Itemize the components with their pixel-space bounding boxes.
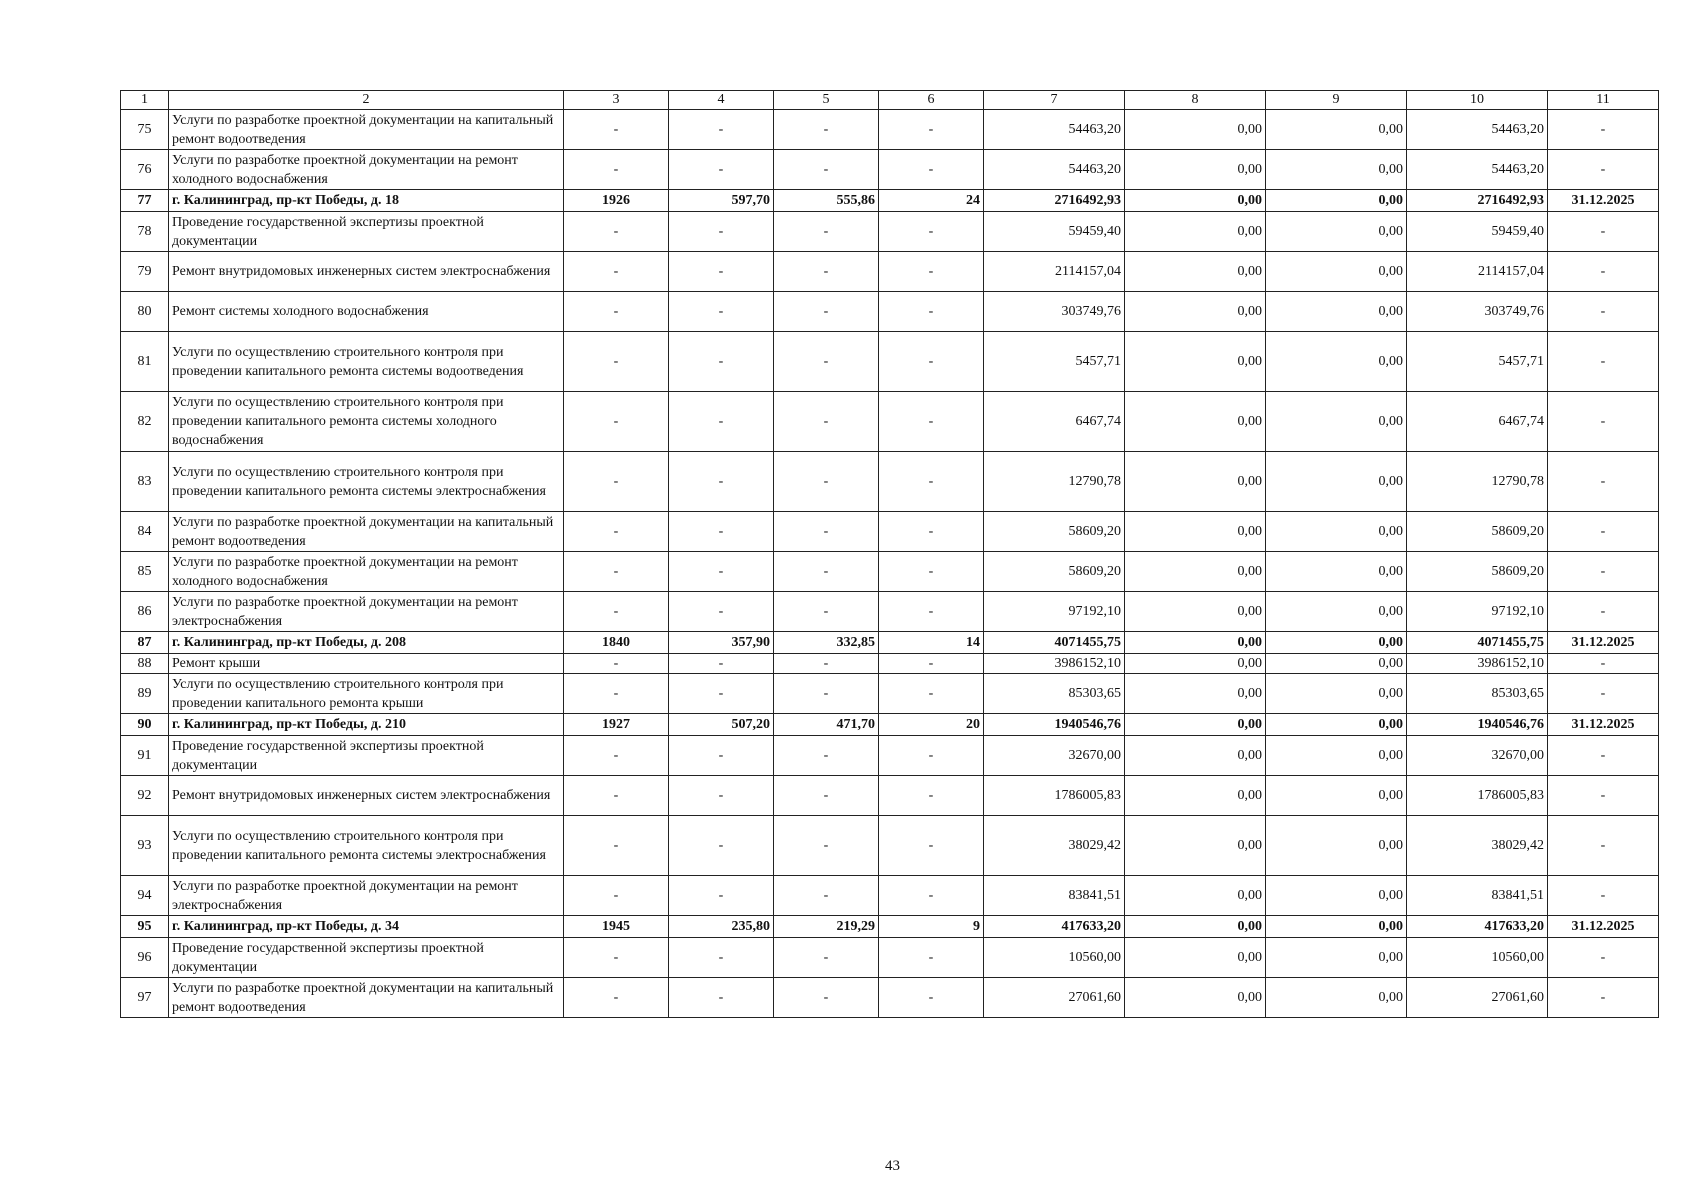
fund-col9-cell: 0,00 bbox=[1266, 252, 1407, 292]
row-number-cell: 93 bbox=[121, 816, 169, 876]
row-number-cell: 92 bbox=[121, 776, 169, 816]
living-area-cell: - bbox=[774, 212, 879, 252]
fund-col9-cell: 0,00 bbox=[1266, 674, 1407, 714]
deadline-cell: - bbox=[1548, 876, 1659, 916]
living-area-cell: - bbox=[774, 938, 879, 978]
total-area-cell: - bbox=[669, 876, 774, 916]
fund-col8-cell: 0,00 bbox=[1125, 816, 1266, 876]
living-area-cell: - bbox=[774, 654, 879, 674]
fund-col8-cell: 0,00 bbox=[1125, 150, 1266, 190]
fund-col8-cell: 0,00 bbox=[1125, 714, 1266, 736]
fund-col8-cell: 0,00 bbox=[1125, 110, 1266, 150]
description-cell: г. Калининград, пр-кт Победы, д. 208 bbox=[169, 632, 564, 654]
regional-fund-cell: 5457,71 bbox=[1407, 332, 1548, 392]
table-row bbox=[121, 592, 1659, 632]
regional-fund-cell: 27061,60 bbox=[1407, 978, 1548, 1018]
fund-col8-cell: 0,00 bbox=[1125, 674, 1266, 714]
row-number-cell: 77 bbox=[121, 190, 169, 212]
residents-count-cell: - bbox=[879, 876, 984, 916]
year-built-cell: - bbox=[564, 452, 669, 512]
description-cell: г. Калининград, пр-кт Победы, д. 18 bbox=[169, 190, 564, 212]
fund-col8-cell: 0,00 bbox=[1125, 632, 1266, 654]
regional-fund-cell: 2114157,04 bbox=[1407, 252, 1548, 292]
deadline-cell: - bbox=[1548, 816, 1659, 876]
col-header: 5 bbox=[774, 91, 879, 110]
description-cell: Услуги по осуществлению строительного контроля при проведении капитального ремонта системы электроснабжения bbox=[169, 452, 564, 512]
residents-count-cell: - bbox=[879, 776, 984, 816]
year-built-cell: 1926 bbox=[564, 190, 669, 212]
deadline-cell: - bbox=[1548, 452, 1659, 512]
description-cell: Проведение государственной экспертизы проектной документации bbox=[169, 736, 564, 776]
row-number-cell: 97 bbox=[121, 978, 169, 1018]
regional-fund-cell: 2716492,93 bbox=[1407, 190, 1548, 212]
fund-col8-cell: 0,00 bbox=[1125, 552, 1266, 592]
total-area-cell: 597,70 bbox=[669, 190, 774, 212]
total-area-cell: 507,20 bbox=[669, 714, 774, 736]
address-row bbox=[121, 632, 1659, 654]
total-cost-cell: 1940546,76 bbox=[984, 714, 1125, 736]
row-number-cell: 91 bbox=[121, 736, 169, 776]
fund-col9-cell: 0,00 bbox=[1266, 776, 1407, 816]
regional-fund-cell: 32670,00 bbox=[1407, 736, 1548, 776]
deadline-cell: - bbox=[1548, 332, 1659, 392]
fund-col9-cell: 0,00 bbox=[1266, 150, 1407, 190]
total-area-cell: - bbox=[669, 150, 774, 190]
residents-count-cell: 20 bbox=[879, 714, 984, 736]
residents-count-cell: - bbox=[879, 110, 984, 150]
residents-count-cell: - bbox=[879, 212, 984, 252]
year-built-cell: - bbox=[564, 978, 669, 1018]
table-row bbox=[121, 150, 1659, 190]
deadline-cell: - bbox=[1548, 978, 1659, 1018]
fund-col8-cell: 0,00 bbox=[1125, 938, 1266, 978]
fund-col8-cell: 0,00 bbox=[1125, 252, 1266, 292]
total-cost-cell: 2114157,04 bbox=[984, 252, 1125, 292]
total-cost-cell: 10560,00 bbox=[984, 938, 1125, 978]
fund-col8-cell: 0,00 bbox=[1125, 776, 1266, 816]
col-header: 3 bbox=[564, 91, 669, 110]
description-cell: Услуги по разработке проектной документации на ремонт электроснабжения bbox=[169, 592, 564, 632]
living-area-cell: 471,70 bbox=[774, 714, 879, 736]
regional-fund-cell: 10560,00 bbox=[1407, 938, 1548, 978]
row-number-cell: 86 bbox=[121, 592, 169, 632]
living-area-cell: - bbox=[774, 876, 879, 916]
col-header: 4 bbox=[669, 91, 774, 110]
total-cost-cell: 59459,40 bbox=[984, 212, 1125, 252]
description-cell: Услуги по разработке проектной документации на капитальный ремонт водоотведения bbox=[169, 512, 564, 552]
regional-fund-cell: 1940546,76 bbox=[1407, 714, 1548, 736]
fund-col8-cell: 0,00 bbox=[1125, 292, 1266, 332]
total-cost-cell: 97192,10 bbox=[984, 592, 1125, 632]
regional-fund-cell: 12790,78 bbox=[1407, 452, 1548, 512]
living-area-cell: 332,85 bbox=[774, 632, 879, 654]
total-cost-cell: 6467,74 bbox=[984, 392, 1125, 452]
total-area-cell: - bbox=[669, 938, 774, 978]
year-built-cell: - bbox=[564, 292, 669, 332]
table-row bbox=[121, 392, 1659, 452]
description-cell: Услуги по разработке проектной документации на ремонт холодного водоснабжения bbox=[169, 552, 564, 592]
living-area-cell: - bbox=[774, 674, 879, 714]
regional-fund-cell: 85303,65 bbox=[1407, 674, 1548, 714]
deadline-cell: - bbox=[1548, 592, 1659, 632]
regional-fund-cell: 4071455,75 bbox=[1407, 632, 1548, 654]
row-number-cell: 89 bbox=[121, 674, 169, 714]
fund-col9-cell: 0,00 bbox=[1266, 654, 1407, 674]
deadline-cell: - bbox=[1548, 552, 1659, 592]
total-cost-cell: 417633,20 bbox=[984, 916, 1125, 938]
residents-count-cell: - bbox=[879, 252, 984, 292]
residents-count-cell: - bbox=[879, 332, 984, 392]
residents-count-cell: - bbox=[879, 292, 984, 332]
regional-fund-cell: 6467,74 bbox=[1407, 392, 1548, 452]
living-area-cell: 219,29 bbox=[774, 916, 879, 938]
regional-fund-cell: 58609,20 bbox=[1407, 512, 1548, 552]
address-row bbox=[121, 714, 1659, 736]
residents-count-cell: - bbox=[879, 452, 984, 512]
row-number-cell: 96 bbox=[121, 938, 169, 978]
total-area-cell: - bbox=[669, 592, 774, 632]
description-cell: Проведение государственной экспертизы проектной документации bbox=[169, 212, 564, 252]
residents-count-cell: - bbox=[879, 150, 984, 190]
fund-col9-cell: 0,00 bbox=[1266, 552, 1407, 592]
deadline-cell: - bbox=[1548, 150, 1659, 190]
description-cell: Услуги по разработке проектной документации на ремонт холодного водоснабжения bbox=[169, 150, 564, 190]
total-area-cell: - bbox=[669, 654, 774, 674]
total-cost-cell: 2716492,93 bbox=[984, 190, 1125, 212]
fund-col9-cell: 0,00 bbox=[1266, 916, 1407, 938]
fund-col9-cell: 0,00 bbox=[1266, 512, 1407, 552]
year-built-cell: - bbox=[564, 816, 669, 876]
row-number-cell: 83 bbox=[121, 452, 169, 512]
year-built-cell: - bbox=[564, 110, 669, 150]
deadline-cell: 31.12.2025 bbox=[1548, 190, 1659, 212]
fund-col8-cell: 0,00 bbox=[1125, 392, 1266, 452]
fund-col9-cell: 0,00 bbox=[1266, 110, 1407, 150]
living-area-cell: - bbox=[774, 816, 879, 876]
regional-fund-cell: 3986152,10 bbox=[1407, 654, 1548, 674]
total-area-cell: - bbox=[669, 392, 774, 452]
year-built-cell: - bbox=[564, 674, 669, 714]
table-row bbox=[121, 776, 1659, 816]
deadline-cell: - bbox=[1548, 938, 1659, 978]
year-built-cell: - bbox=[564, 150, 669, 190]
year-built-cell: 1945 bbox=[564, 916, 669, 938]
table-row bbox=[121, 552, 1659, 592]
total-cost-cell: 12790,78 bbox=[984, 452, 1125, 512]
total-area-cell: 235,80 bbox=[669, 916, 774, 938]
year-built-cell: 1840 bbox=[564, 632, 669, 654]
total-area-cell: - bbox=[669, 816, 774, 876]
regional-fund-cell: 417633,20 bbox=[1407, 916, 1548, 938]
description-cell: Услуги по осуществлению строительного контроля при проведении капитального ремонта системы электроснабжения bbox=[169, 816, 564, 876]
total-cost-cell: 4071455,75 bbox=[984, 632, 1125, 654]
row-number-cell: 87 bbox=[121, 632, 169, 654]
fund-col8-cell: 0,00 bbox=[1125, 876, 1266, 916]
fund-col9-cell: 0,00 bbox=[1266, 190, 1407, 212]
address-row bbox=[121, 190, 1659, 212]
total-area-cell: - bbox=[669, 978, 774, 1018]
year-built-cell: - bbox=[564, 552, 669, 592]
residents-count-cell: 9 bbox=[879, 916, 984, 938]
residents-count-cell: - bbox=[879, 654, 984, 674]
total-area-cell: - bbox=[669, 776, 774, 816]
year-built-cell: 1927 bbox=[564, 714, 669, 736]
description-cell: Услуги по разработке проектной документации на капитальный ремонт водоотведения bbox=[169, 978, 564, 1018]
residents-count-cell: - bbox=[879, 816, 984, 876]
works-table bbox=[120, 90, 1659, 1018]
table-row bbox=[121, 332, 1659, 392]
total-cost-cell: 38029,42 bbox=[984, 816, 1125, 876]
description-cell: г. Калининград, пр-кт Победы, д. 34 bbox=[169, 916, 564, 938]
year-built-cell: - bbox=[564, 592, 669, 632]
total-area-cell: - bbox=[669, 110, 774, 150]
fund-col9-cell: 0,00 bbox=[1266, 714, 1407, 736]
regional-fund-cell: 97192,10 bbox=[1407, 592, 1548, 632]
deadline-cell: - bbox=[1548, 212, 1659, 252]
description-cell: г. Калининград, пр-кт Победы, д. 210 bbox=[169, 714, 564, 736]
residents-count-cell: - bbox=[879, 592, 984, 632]
description-cell: Ремонт внутридомовых инженерных систем электроснабжения bbox=[169, 252, 564, 292]
total-cost-cell: 58609,20 bbox=[984, 512, 1125, 552]
total-cost-cell: 3986152,10 bbox=[984, 654, 1125, 674]
total-cost-cell: 54463,20 bbox=[984, 110, 1125, 150]
regional-fund-cell: 54463,20 bbox=[1407, 110, 1548, 150]
table-row bbox=[121, 816, 1659, 876]
column-number-header bbox=[121, 91, 1659, 110]
fund-col8-cell: 0,00 bbox=[1125, 452, 1266, 512]
year-built-cell: - bbox=[564, 654, 669, 674]
total-area-cell: - bbox=[669, 674, 774, 714]
row-number-cell: 84 bbox=[121, 512, 169, 552]
residents-count-cell: 24 bbox=[879, 190, 984, 212]
row-number-cell: 88 bbox=[121, 654, 169, 674]
fund-col8-cell: 0,00 bbox=[1125, 332, 1266, 392]
fund-col8-cell: 0,00 bbox=[1125, 736, 1266, 776]
table-row bbox=[121, 978, 1659, 1018]
deadline-cell: - bbox=[1548, 512, 1659, 552]
col-header: 8 bbox=[1125, 91, 1266, 110]
fund-col9-cell: 0,00 bbox=[1266, 592, 1407, 632]
living-area-cell: - bbox=[774, 592, 879, 632]
living-area-cell: - bbox=[774, 110, 879, 150]
deadline-cell: 31.12.2025 bbox=[1548, 632, 1659, 654]
residents-count-cell: - bbox=[879, 674, 984, 714]
fund-col9-cell: 0,00 bbox=[1266, 736, 1407, 776]
fund-col9-cell: 0,00 bbox=[1266, 332, 1407, 392]
table-row bbox=[121, 252, 1659, 292]
regional-fund-cell: 54463,20 bbox=[1407, 150, 1548, 190]
table-row bbox=[121, 512, 1659, 552]
col-header: 10 bbox=[1407, 91, 1548, 110]
description-cell: Услуги по осуществлению строительного контроля при проведении капитального ремонта системы холодного водоснабжения bbox=[169, 392, 564, 452]
description-cell: Ремонт крыши bbox=[169, 654, 564, 674]
fund-col8-cell: 0,00 bbox=[1125, 654, 1266, 674]
row-number-cell: 82 bbox=[121, 392, 169, 452]
row-number-cell: 78 bbox=[121, 212, 169, 252]
fund-col9-cell: 0,00 bbox=[1266, 978, 1407, 1018]
description-cell: Услуги по осуществлению строительного контроля при проведении капитального ремонта крыши bbox=[169, 674, 564, 714]
total-area-cell: - bbox=[669, 512, 774, 552]
living-area-cell: - bbox=[774, 552, 879, 592]
row-number-cell: 81 bbox=[121, 332, 169, 392]
total-area-cell: - bbox=[669, 332, 774, 392]
table-row bbox=[121, 654, 1659, 674]
year-built-cell: - bbox=[564, 876, 669, 916]
regional-fund-cell: 58609,20 bbox=[1407, 552, 1548, 592]
table-row bbox=[121, 674, 1659, 714]
total-cost-cell: 58609,20 bbox=[984, 552, 1125, 592]
row-number-cell: 94 bbox=[121, 876, 169, 916]
fund-col8-cell: 0,00 bbox=[1125, 212, 1266, 252]
total-cost-cell: 83841,51 bbox=[984, 876, 1125, 916]
living-area-cell: - bbox=[774, 150, 879, 190]
regional-fund-cell: 1786005,83 bbox=[1407, 776, 1548, 816]
table-row bbox=[121, 452, 1659, 512]
col-header: 9 bbox=[1266, 91, 1407, 110]
total-area-cell: - bbox=[669, 552, 774, 592]
col-header: 2 bbox=[169, 91, 564, 110]
total-cost-cell: 85303,65 bbox=[984, 674, 1125, 714]
residents-count-cell: - bbox=[879, 736, 984, 776]
residents-count-cell: - bbox=[879, 552, 984, 592]
fund-col9-cell: 0,00 bbox=[1266, 292, 1407, 332]
description-cell: Проведение государственной экспертизы проектной документации bbox=[169, 938, 564, 978]
address-row bbox=[121, 916, 1659, 938]
row-number-cell: 79 bbox=[121, 252, 169, 292]
table-row bbox=[121, 736, 1659, 776]
year-built-cell: - bbox=[564, 938, 669, 978]
year-built-cell: - bbox=[564, 252, 669, 292]
total-area-cell: - bbox=[669, 292, 774, 332]
page-number: 43 bbox=[885, 1158, 900, 1174]
living-area-cell: - bbox=[774, 776, 879, 816]
regional-fund-cell: 59459,40 bbox=[1407, 212, 1548, 252]
year-built-cell: - bbox=[564, 736, 669, 776]
living-area-cell: - bbox=[774, 736, 879, 776]
deadline-cell: - bbox=[1548, 776, 1659, 816]
residents-count-cell: 14 bbox=[879, 632, 984, 654]
living-area-cell: - bbox=[774, 332, 879, 392]
description-cell: Ремонт системы холодного водоснабжения bbox=[169, 292, 564, 332]
year-built-cell: - bbox=[564, 392, 669, 452]
row-number-cell: 75 bbox=[121, 110, 169, 150]
total-area-cell: - bbox=[669, 252, 774, 292]
fund-col8-cell: 0,00 bbox=[1125, 190, 1266, 212]
row-number-cell: 85 bbox=[121, 552, 169, 592]
fund-col9-cell: 0,00 bbox=[1266, 632, 1407, 654]
description-cell: Услуги по осуществлению строительного контроля при проведении капитального ремонта системы водоотведения bbox=[169, 332, 564, 392]
description-cell: Услуги по разработке проектной документации на капитальный ремонт водоотведения bbox=[169, 110, 564, 150]
deadline-cell: - bbox=[1548, 252, 1659, 292]
regional-fund-cell: 303749,76 bbox=[1407, 292, 1548, 332]
deadline-cell: - bbox=[1548, 292, 1659, 332]
fund-col8-cell: 0,00 bbox=[1125, 512, 1266, 552]
year-built-cell: - bbox=[564, 332, 669, 392]
total-cost-cell: 1786005,83 bbox=[984, 776, 1125, 816]
year-built-cell: - bbox=[564, 512, 669, 552]
col-header: 11 bbox=[1548, 91, 1659, 110]
deadline-cell: - bbox=[1548, 392, 1659, 452]
col-header: 7 bbox=[984, 91, 1125, 110]
deadline-cell: - bbox=[1548, 736, 1659, 776]
total-cost-cell: 5457,71 bbox=[984, 332, 1125, 392]
total-cost-cell: 54463,20 bbox=[984, 150, 1125, 190]
total-area-cell: - bbox=[669, 452, 774, 512]
fund-col8-cell: 0,00 bbox=[1125, 916, 1266, 938]
deadline-cell: - bbox=[1548, 654, 1659, 674]
fund-col9-cell: 0,00 bbox=[1266, 392, 1407, 452]
description-cell: Услуги по разработке проектной документации на ремонт электроснабжения bbox=[169, 876, 564, 916]
total-area-cell: - bbox=[669, 736, 774, 776]
year-built-cell: - bbox=[564, 776, 669, 816]
fund-col9-cell: 0,00 bbox=[1266, 938, 1407, 978]
col-header: 6 bbox=[879, 91, 984, 110]
fund-col9-cell: 0,00 bbox=[1266, 212, 1407, 252]
table-row bbox=[121, 876, 1659, 916]
table-row bbox=[121, 110, 1659, 150]
row-number-cell: 76 bbox=[121, 150, 169, 190]
deadline-cell: 31.12.2025 bbox=[1548, 714, 1659, 736]
col-header: 1 bbox=[121, 91, 169, 110]
deadline-cell: - bbox=[1548, 110, 1659, 150]
fund-col8-cell: 0,00 bbox=[1125, 978, 1266, 1018]
row-number-cell: 95 bbox=[121, 916, 169, 938]
residents-count-cell: - bbox=[879, 938, 984, 978]
fund-col9-cell: 0,00 bbox=[1266, 452, 1407, 512]
fund-col9-cell: 0,00 bbox=[1266, 816, 1407, 876]
row-number-cell: 90 bbox=[121, 714, 169, 736]
residents-count-cell: - bbox=[879, 978, 984, 1018]
fund-col9-cell: 0,00 bbox=[1266, 876, 1407, 916]
year-built-cell: - bbox=[564, 212, 669, 252]
total-cost-cell: 303749,76 bbox=[984, 292, 1125, 332]
total-cost-cell: 32670,00 bbox=[984, 736, 1125, 776]
living-area-cell: 555,86 bbox=[774, 190, 879, 212]
living-area-cell: - bbox=[774, 392, 879, 452]
regional-fund-cell: 83841,51 bbox=[1407, 876, 1548, 916]
living-area-cell: - bbox=[774, 452, 879, 512]
living-area-cell: - bbox=[774, 978, 879, 1018]
total-area-cell: 357,90 bbox=[669, 632, 774, 654]
living-area-cell: - bbox=[774, 512, 879, 552]
residents-count-cell: - bbox=[879, 392, 984, 452]
living-area-cell: - bbox=[774, 252, 879, 292]
table-body bbox=[121, 91, 1659, 1018]
total-area-cell: - bbox=[669, 212, 774, 252]
table-row bbox=[121, 292, 1659, 332]
table-row bbox=[121, 938, 1659, 978]
row-number-cell: 80 bbox=[121, 292, 169, 332]
deadline-cell: - bbox=[1548, 674, 1659, 714]
description-cell: Ремонт внутридомовых инженерных систем электроснабжения bbox=[169, 776, 564, 816]
regional-fund-cell: 38029,42 bbox=[1407, 816, 1548, 876]
residents-count-cell: - bbox=[879, 512, 984, 552]
total-cost-cell: 27061,60 bbox=[984, 978, 1125, 1018]
living-area-cell: - bbox=[774, 292, 879, 332]
deadline-cell: 31.12.2025 bbox=[1548, 916, 1659, 938]
fund-col8-cell: 0,00 bbox=[1125, 592, 1266, 632]
table-row bbox=[121, 212, 1659, 252]
